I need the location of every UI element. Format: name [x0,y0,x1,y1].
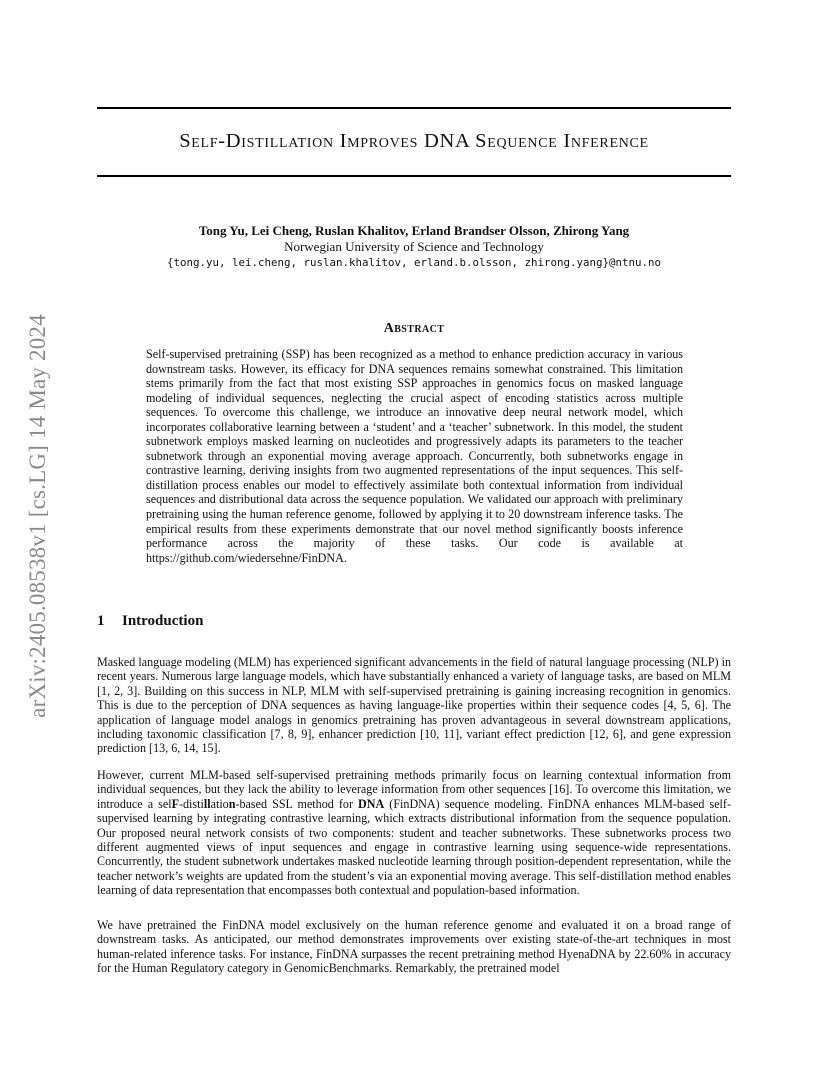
intro-paragraph-1: Masked language modeling (MLM) has experienced significant advancements in the field of natural language processing (NLP) in recent years. Numerous large language models, which have substantially enhanced a variety of language tasks, are based on MLM [1, 2, 3]. Building on this success in NLP, MLM with self-supervised pretraining is gaining increasing recognition in genomics. This is due to the perception of DNA sequences as having language-like properties within their sequence codes [4, 5, 6]. The application of language model analogs in genomics pretraining has proven advantageous in several downstream applications, including taxonomic classification [7, 8, 9], enhancer prediction [10, 11], variant effect prediction [12, 6], and gene expression prediction [13, 6, 14, 15]. [97,655,731,756]
paragraph-text: atio [210,796,229,811]
abstract-heading: Abstract [383,321,445,336]
paragraph-text: -based SSL method for [235,796,359,811]
acronym-letter: F [171,796,179,811]
affiliation: Norwegian University of Science and Technology [284,239,544,254]
arxiv-sidebar [22,276,54,756]
title-rule-top [97,107,731,109]
author-emails: {tong.yu, lei.cheng, ruslan.khalitov, erland.b.olsson, zhirong.yang}@ntnu.no [166,256,662,269]
section-number: 1 [97,613,105,629]
intro-paragraph-2 [97,768,731,898]
author-list: Tong Yu, Lei Cheng, Ruslan Khalitov, Erland Brandser Olsson, Zhirong Yang [198,223,630,238]
title-rule-bottom [97,175,731,177]
section-title: Introduction [122,613,204,629]
abstract-text: Self-supervised pretraining (SSP) has been recognized as a method to enhance prediction accuracy in various downstream tasks. However, its efficacy for DNA sequences remains somewhat constrained. This limitation stems primarily from the fact that most existing SSP approaches in genomics focus on masked language modeling of individual sequences, neglecting the crucial aspect of encoding statistics across multiple sequences. To overcome this challenge, we introduce an innovative deep neural network model, which incorporates collaborative learning between a ‘student’ and a ‘teacher’ subnetwork. In this model, the student subnetwork employs masked learning on nucleotides and progressively adapts its parameters to the teacher subnetwork through an exponential moving average approach. Concurrently, both subnetworks engage in contrastive learning, deriving insights from two augmented representations of the input sequences. This self-distillation process enables our model to effectively assimilate both contextual information from individual sequences and distributional data across the sequence population. We validated our approach with preliminary pretraining using the human reference genome, followed by applying it to 20 downstream inference tasks. The empirical results from these experiments demonstrate that our novel method significantly boosts inference performance across the majority of these tasks. Our code is available at https://github.com/wiedersehne/FinDNA. [146,347,683,565]
paper-title: Self-Distillation Improves DNA Sequence Inference [179,130,649,152]
acronym-letter: ll [203,796,211,811]
paragraph-text: -disti [178,796,204,811]
arxiv-identifier: arXiv:2405.08538v1 [cs.LG] 14 May 2024 [25,314,50,718]
acronym-letter: DNA [358,796,385,811]
acronym-letter: n [228,796,236,811]
intro-paragraph-3: We have pretrained the FinDNA model exclusively on the human reference genome and evaluated it on a broad range of downstream tasks. As anticipated, our method demonstrates improvements over existing state-of-the-art techniques in most human-related inference tasks. For instance, FinDNA surpasses the recent pretraining method HyenaDNA by 22.60% in accuracy for the Human Regulatory category in GenomicBenchmarks. Remarkably, the pretrained model [97,918,731,976]
paragraph-text: (FinDNA) sequence modeling. FinDNA enhances MLM-based self-supervised learning by integrating contrastive learning, which extracts distributional information from the sequence population. Our proposed neural network consists of two components: student and teacher subnetworks. These subnetworks process two different augmented views of input sequences and engage in contrastive learning using sequence-wide representations. Concurrently, the student subnetwork undertakes masked nucleotide learning through position-dependent representation, while the teacher network’s weights are updated from the student’s via an exponential moving average. This self-distillation method enables learning of data representation that encompasses both contextual and population-based information. [97,796,731,898]
section-heading-introduction [97,613,203,630]
paragraph-text: However, current MLM-based self-supervised pretraining methods primarily focus on learning contextual information from individual sequences, but they lack the ability to leverage information from other sequences [16]. To overcome this limitation, we introduce a sel [97,768,731,811]
